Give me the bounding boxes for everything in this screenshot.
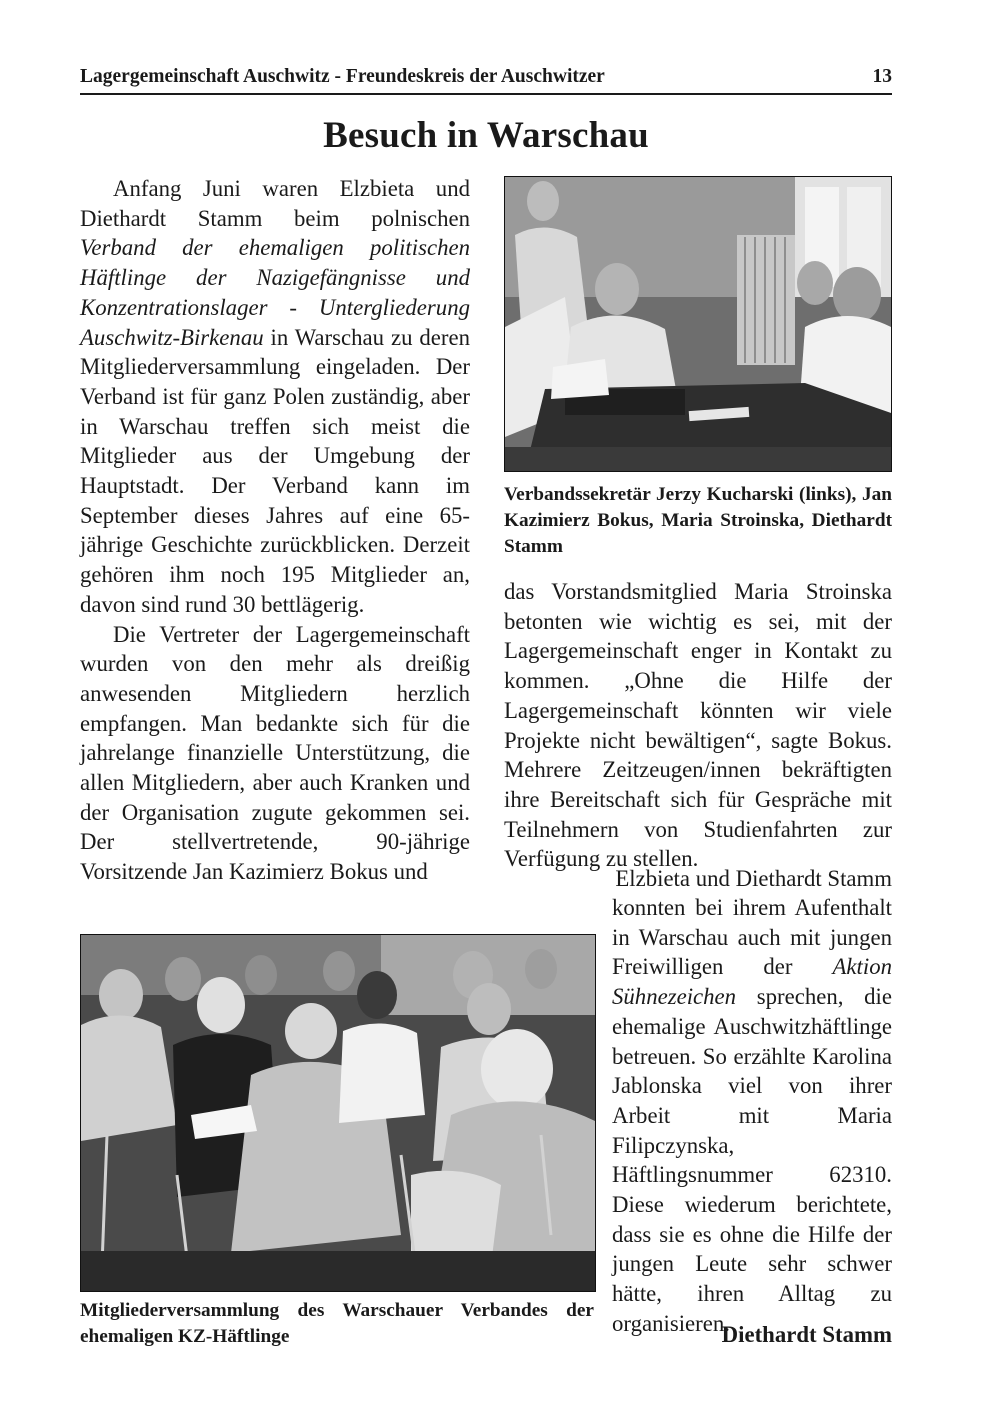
running-header-title: Lagergemeinschaft Auschwitz - Freundeskreis der Auschwitzer: [80, 66, 605, 87]
page-number: 13: [872, 66, 892, 87]
left-paragraph-2: Die Vertreter der Lagergemeinschaft wurden von den mehr als dreißig anwesenden Mitgliedern herzlich empfangen. Man bedankte sich für die jahrelange finanzielle Unterstützung, die allen Mitgliedern, aber auch Kranken und der Organisation zugute gekommen sei. Der stellvertretende, 90-jährige Vorsitzende Jan Kazimierz Bokus und: [80, 621, 470, 885]
assembly-audience-photo-image: [81, 935, 595, 1291]
photo-caption-assembly: Mitgliederversammlung des Warschauer Verbandes der ehemaligen KZ-Häftlinge: [80, 1300, 594, 1347]
left-column: [80, 174, 470, 887]
narrow-column: [612, 893, 892, 1339]
narrow-paragraph-1: konnten bei ihrem Aufenthalt in Warschau auch mit jungen Freiwilligen der Aktion Sühnezeichen sprechen, die ehemalige Auschwitzhäftlinge betreuen. So erzählte Karolina Jablonska viel von ihrer Arbeit mit Maria Filipczynska, Häftlingsnummer 62310. Diese wiederum berichtete, dass sie es ohne die Hilfe der jungen Leute sehr schwer hätte, ihren Alltag zu organisieren.: [612, 895, 892, 1336]
meeting-table-photo: [504, 176, 892, 472]
right-paragraph-1: das Vorstandsmitglied Maria Stroinska betonten wie wichtig es sei, mit der Lagergemeinschaft enger in Kontakt zu kommen. „Ohne die Hilfe der Lagergemeinschaft könnten wir viele Projekte nicht bewältigen“, sagte Bokus. Mehrere Zeitzeugen/innen bekräftigten ihre Bereitschaft sich für Gespräche mit Teilnehmern von Studienfahrten zur Verfügung zu stellen.: [504, 579, 892, 872]
assembly-audience-photo: [80, 934, 596, 1292]
narrow-column-lead: Elzbieta und Diethardt Stamm: [615, 866, 892, 891]
article-author: Diethardt Stamm: [721, 1322, 892, 1347]
photo-caption-meeting-table: Verbandssekretär Jerzy Kucharski (links), Jan Kazimierz Bokus, Maria Stroinska, Diethardt Stamm: [504, 484, 892, 557]
article-title: Besuch in Warschau: [323, 115, 649, 156]
header-rule: [80, 93, 892, 95]
meeting-table-photo-image: [505, 177, 891, 471]
right-column: [504, 577, 892, 874]
left-paragraph-1: Anfang Juni waren Elzbieta und Diethardt Stamm beim polnischen Verband der ehemaligen politischen Häftlinge der Nazigefängnisse und Konzentrationslager - Untergliederung Auschwitz-Birkenau in Warschau zu deren Mitgliederversammlung eingeladen. Der Verband ist für ganz Polen zuständig, aber in Warschau treffen sich meist die Mitglieder aus der Umgebung der Hauptstadt. Der Verband kann im September dieses Jahres auf eine 65-jährige Geschichte zurückblicken. Derzeit gehören ihm noch 195 Mitglieder an, davon sind rund 30 bettlägerig.: [80, 176, 470, 617]
